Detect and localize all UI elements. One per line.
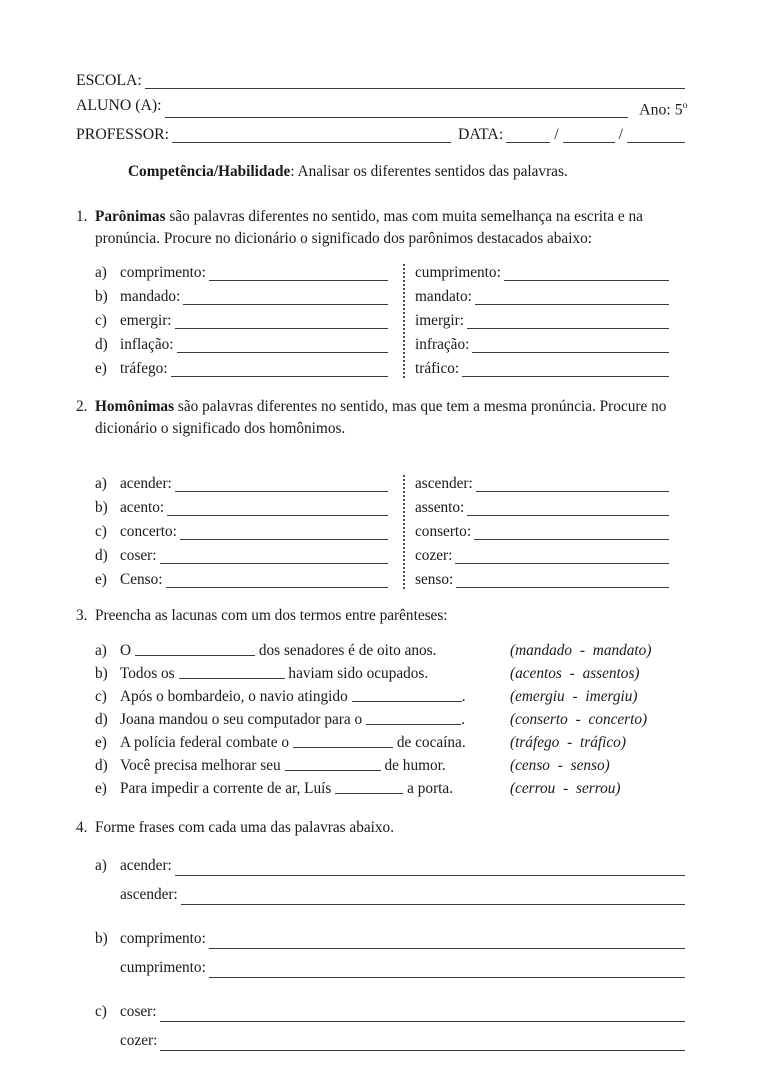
word-options: (conserto - concerto) — [510, 711, 648, 729]
homonym-pair-row — [95, 520, 391, 544]
homonym-pair-row — [415, 544, 672, 568]
phrase-word: cozer: — [120, 1032, 158, 1050]
answer-blank-line — [179, 520, 389, 544]
q1-left-column — [95, 261, 391, 381]
answer-blank-line — [166, 496, 389, 520]
sentence-after: . — [461, 688, 466, 706]
question-1-lead — [95, 206, 688, 250]
phrase-row — [95, 880, 688, 909]
homonym-pair-row — [415, 496, 672, 520]
item-letter: c) — [95, 1003, 107, 1021]
school-line — [76, 68, 688, 93]
homonym-left-word: coser: — [120, 547, 157, 565]
competency-title: Competência/Habilidade — [128, 163, 291, 181]
sentence-after: a porta. — [403, 780, 454, 798]
item-letter: b) — [95, 288, 108, 306]
answer-blank-line — [293, 733, 393, 749]
paronym-right-word: infração: — [415, 336, 470, 354]
question-1-pairs — [95, 261, 688, 381]
q2-right-column — [415, 472, 688, 592]
answer-blank-line — [366, 710, 461, 726]
date-slash: / — [618, 126, 623, 144]
item-letter: d) — [95, 757, 108, 775]
fill-in-sentence-row — [95, 662, 688, 685]
header-block — [76, 68, 688, 147]
answer-blank-line — [474, 285, 670, 309]
paronym-pair-row — [415, 309, 672, 333]
fill-in-sentence-row — [95, 731, 688, 754]
homonym-right-word: ascender: — [415, 475, 473, 493]
answer-blank-line — [174, 472, 389, 496]
question-2-pairs — [95, 472, 688, 592]
answer-blank-line — [335, 779, 403, 795]
fill-in-sentence-row — [95, 639, 688, 662]
question-4-number: 4. — [76, 819, 88, 837]
item-letter: e) — [95, 780, 107, 798]
sentence — [120, 754, 510, 777]
paronym-left-word: mandado: — [120, 288, 181, 306]
item-letter: e) — [95, 360, 107, 378]
homonym-pair-row — [415, 472, 672, 496]
question-3-lead: Preencha as lacunas com um dos termos entre parênteses: — [95, 607, 448, 625]
answer-blank-line — [454, 544, 670, 568]
sentence — [120, 777, 510, 800]
sentence-before: Após o bombardeio, o navio atingido — [120, 688, 348, 706]
date-label: DATA: — [457, 126, 504, 144]
sentence — [120, 731, 510, 754]
answer-blank-line — [159, 997, 686, 1026]
paronym-right-word: cumprimento: — [415, 264, 501, 282]
paronym-pair-row — [95, 357, 391, 381]
answer-blank-line — [180, 880, 686, 909]
answer-blank-line — [473, 520, 670, 544]
paronym-left-word: comprimento: — [120, 264, 206, 282]
question-3-number: 3. — [76, 607, 88, 625]
item-letter: e) — [95, 571, 107, 589]
question-1 — [76, 206, 688, 250]
sentence-before: Você precisa melhorar seu — [120, 757, 281, 775]
sentence-after: haviam sido ocupados. — [284, 665, 429, 683]
competency-line — [128, 162, 688, 182]
q2-left-column — [95, 472, 391, 592]
date-slash: / — [554, 126, 559, 144]
item-letter: d) — [95, 336, 108, 354]
question-4-items — [76, 851, 688, 1055]
sentence — [120, 708, 510, 731]
question-2-text: são palavras diferentes no sentido, mas que tem a mesma pronúncia. Procure no dicionário o significado dos homônimos. — [95, 398, 667, 438]
question-1-keyword: Parônimas — [95, 208, 166, 226]
phrase-row — [95, 1026, 688, 1055]
sentence-before: A polícia federal combate o — [120, 734, 290, 752]
answer-blank-line — [170, 357, 389, 381]
fill-in-sentence-row — [95, 708, 688, 731]
question-3 — [76, 605, 688, 627]
phrase-row — [95, 953, 688, 982]
competency-text: : Analisar os diferentes sentidos das palavras. — [290, 163, 568, 181]
paronym-right-word: mandato: — [415, 288, 472, 306]
answer-blank-line — [174, 309, 389, 333]
phrase-word: ascender: — [120, 886, 178, 904]
item-letter: b) — [95, 665, 108, 683]
homonym-pair-row — [95, 544, 391, 568]
answer-blank-line — [461, 357, 670, 381]
homonym-right-word: cozer: — [415, 547, 453, 565]
sentence-before: Joana mandou o seu computador para o — [120, 711, 363, 729]
homonym-pair-row — [95, 496, 391, 520]
homonym-right-word: senso: — [415, 571, 454, 589]
school-blank-line — [144, 68, 686, 93]
answer-blank-line — [174, 851, 686, 880]
sentence-before: Para impedir a corrente de ar, Luís — [120, 780, 332, 798]
item-letter: a) — [95, 857, 107, 875]
sentence — [120, 639, 510, 662]
word-options: (emergiu - imergiu) — [510, 688, 638, 706]
word-options: (mandado - mandato) — [510, 642, 652, 660]
question-2-lead — [95, 396, 688, 440]
homonym-pair-row — [415, 568, 672, 592]
teacher-line — [76, 122, 688, 147]
answer-blank-line — [471, 333, 670, 357]
homonym-pair-row — [415, 520, 672, 544]
phrase-pair — [76, 924, 688, 982]
answer-blank-line — [503, 261, 670, 285]
student-label: ALUNO (A): — [76, 97, 162, 114]
item-letter: a) — [95, 475, 107, 493]
word-options: (cerrou - serrou) — [510, 780, 621, 798]
school-label: ESCOLA: — [76, 72, 142, 89]
item-letter: a) — [95, 264, 107, 282]
fill-in-sentence-row — [95, 754, 688, 777]
teacher-label: PROFESSOR: — [76, 126, 170, 144]
paronym-pair-row — [95, 333, 391, 357]
answer-blank-line — [208, 953, 686, 982]
paronym-pair-row — [415, 261, 672, 285]
answer-blank-line — [208, 924, 686, 953]
sentence-before: O — [120, 642, 132, 660]
phrase-word: acender: — [120, 857, 172, 875]
homonym-left-word: acento: — [120, 499, 165, 517]
date-month-blank — [562, 122, 616, 147]
paronym-left-word: tráfego: — [120, 360, 168, 378]
sentence-after: dos senadores é de oito anos. — [255, 642, 437, 660]
answer-blank-line — [176, 333, 389, 357]
dotted-column-divider — [403, 475, 405, 589]
fill-in-sentence-row — [95, 685, 688, 708]
answer-blank-line — [159, 1026, 686, 1055]
homonym-pair-row — [95, 472, 391, 496]
sentence — [120, 662, 510, 685]
question-2-number: 2. — [76, 398, 88, 416]
item-letter: d) — [95, 711, 108, 729]
paronym-pair-row — [415, 333, 672, 357]
phrase-pair — [76, 851, 688, 909]
item-letter: d) — [95, 547, 108, 565]
phrase-word: comprimento: — [120, 930, 206, 948]
student-line — [76, 93, 688, 122]
grade-text: Ano: 5 — [639, 101, 683, 119]
word-options: (tráfego - tráfico) — [510, 734, 626, 752]
phrase-pair — [76, 997, 688, 1055]
student-blank-line — [164, 93, 630, 122]
answer-blank-line — [165, 568, 390, 592]
answer-blank-line — [466, 309, 670, 333]
item-letter: b) — [95, 499, 108, 517]
grade-ordinal: o — [682, 100, 688, 111]
question-1-text: são palavras diferentes no sentido, mas com muita semelhança na escrita e na pronúncia. Procure no dicionário o significado dos parônimos destacados abaixo: — [95, 208, 643, 248]
paronym-pair-row — [95, 285, 391, 309]
sentence-after: de humor. — [380, 757, 446, 775]
phrase-row — [95, 851, 688, 880]
homonym-left-word: acender: — [120, 475, 172, 493]
paronym-right-word: imergir: — [415, 312, 464, 330]
letter-spacer — [95, 953, 120, 982]
phrase-row — [95, 924, 688, 953]
letter-spacer — [95, 880, 120, 909]
phrase-row — [95, 997, 688, 1026]
item-letter: e) — [95, 734, 107, 752]
paronym-left-word: inflação: — [120, 336, 174, 354]
answer-blank-line — [179, 664, 285, 680]
homonym-right-word: assento: — [415, 499, 465, 517]
item-letter: c) — [95, 523, 107, 541]
sentence-after: de cocaína. — [393, 734, 466, 752]
answer-blank-line — [285, 756, 381, 772]
date-day-blank — [505, 122, 551, 147]
question-4 — [76, 817, 688, 839]
answer-blank-line — [208, 261, 389, 285]
paronym-pair-row — [95, 309, 391, 333]
answer-blank-line — [475, 472, 670, 496]
phrase-word: coser: — [120, 1003, 157, 1021]
paronym-right-word: tráfico: — [415, 360, 460, 378]
word-options: (acentos - assentos) — [510, 665, 640, 683]
paronym-left-word: emergir: — [120, 312, 172, 330]
paronym-pair-row — [415, 285, 672, 309]
answer-blank-line — [466, 496, 670, 520]
phrase-word: cumprimento: — [120, 959, 206, 977]
homonym-left-word: concerto: — [120, 523, 177, 541]
homonym-left-word: Censo: — [120, 571, 163, 589]
question-3-items — [95, 639, 688, 800]
fill-in-sentence-row — [95, 777, 688, 800]
item-letter: a) — [95, 642, 107, 660]
question-1-number: 1. — [76, 208, 88, 226]
sentence — [120, 685, 510, 708]
paronym-pair-row — [415, 357, 672, 381]
answer-blank-line — [455, 568, 670, 592]
item-letter: b) — [95, 930, 108, 948]
answer-blank-line — [135, 641, 255, 657]
homonym-right-word: conserto: — [415, 523, 472, 541]
letter-spacer — [95, 1026, 120, 1055]
question-4-lead: Forme frases com cada uma das palavras abaixo. — [95, 819, 395, 837]
date-year-blank — [626, 122, 686, 147]
answer-blank-line — [159, 544, 389, 568]
dotted-column-divider — [403, 264, 405, 378]
paronym-pair-row — [95, 261, 391, 285]
item-letter: c) — [95, 312, 107, 330]
sentence-after: . — [461, 711, 465, 729]
word-options: (censo - senso) — [510, 757, 610, 775]
homonym-pair-row — [95, 568, 391, 592]
answer-blank-line — [182, 285, 389, 309]
grade-label — [639, 93, 688, 122]
sentence-before: Todos os — [120, 665, 175, 683]
q1-right-column — [415, 261, 688, 381]
question-2 — [76, 396, 688, 440]
item-letter: c) — [95, 688, 107, 706]
question-2-keyword: Homônimas — [95, 398, 175, 416]
teacher-blank-line — [171, 122, 452, 147]
answer-blank-line — [352, 687, 462, 703]
